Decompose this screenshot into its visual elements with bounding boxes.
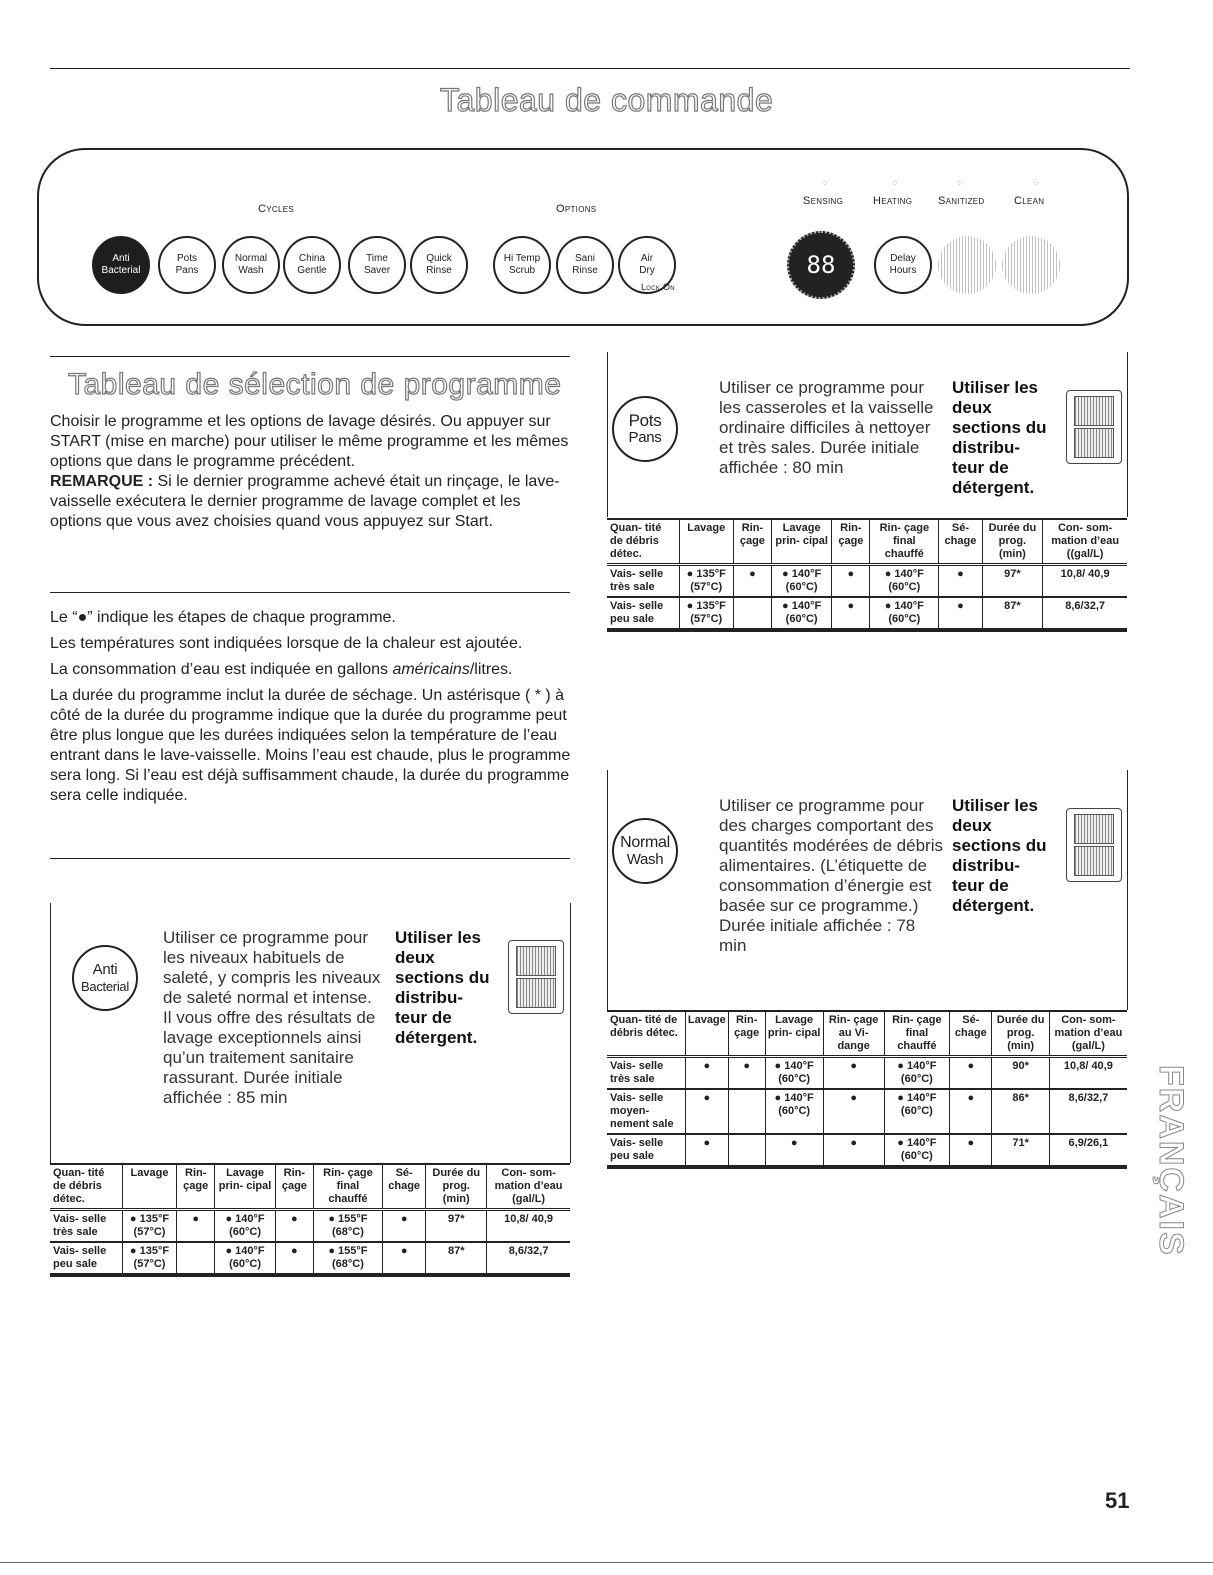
- panel-button-china[interactable]: [283, 236, 341, 294]
- table-cell: ●: [832, 565, 870, 598]
- delay-label-2: Hours: [889, 265, 917, 276]
- table-cell: ●: [939, 597, 982, 630]
- table-cell: ●: [950, 1089, 992, 1134]
- panel-button-label: Pots: [176, 253, 197, 264]
- normal-detergent-note: Utiliser les deux sections du distribu- teur de détergent.: [952, 796, 1047, 915]
- panel-button-label: Saver: [363, 265, 391, 276]
- table-row: [50, 1210, 570, 1243]
- panel-button-label: Gentle: [297, 265, 327, 276]
- table-cell: ●: [950, 1134, 992, 1167]
- table-header-cell: Con- som- mation d’eau (gal/L): [1049, 1011, 1127, 1057]
- table-cell: ● 135°F (57°C): [122, 1242, 177, 1275]
- table-cell: ● 140°F (60°C): [870, 597, 939, 630]
- normal-program-table: [607, 1010, 1127, 1169]
- table-cell: [177, 1242, 215, 1275]
- table-row: [607, 597, 1127, 630]
- options-label: Options: [556, 203, 597, 215]
- language-side-tab: FRANÇAIS: [1152, 1065, 1190, 1257]
- control-panel-title: Tableau de commande: [440, 82, 774, 118]
- table-header-cell: Durée du prog. (min): [982, 519, 1043, 565]
- pots-right-line: [1127, 352, 1128, 517]
- panel-button-label: Bacterial: [101, 265, 141, 276]
- panel-button-label: Quick: [426, 253, 452, 264]
- panel-button-label: Normal: [234, 253, 268, 264]
- panel-button-quick[interactable]: [410, 236, 468, 294]
- panel-button-label: Pans: [175, 265, 199, 276]
- panel-button-time[interactable]: [348, 236, 406, 294]
- table-header-cell: Quan- tité de débris détec.: [610, 1014, 678, 1039]
- table-header-cell: Con- som- mation d’eau (gal/L): [487, 1164, 570, 1210]
- normal-left-line: [607, 770, 608, 1010]
- table-header-cell: Quan- tité de débris détec.: [53, 1167, 105, 1205]
- table-cell: Vais- selle peu sale: [53, 1245, 107, 1270]
- intro-top-rule: [50, 356, 570, 357]
- table-cell: ●: [823, 1057, 884, 1090]
- table-cell: ●: [685, 1089, 728, 1134]
- panel-button-label: Time: [366, 253, 388, 264]
- table-header-cell: Lavage: [685, 1011, 728, 1057]
- table-cell: ●: [832, 597, 870, 630]
- digital-display: 88: [787, 231, 855, 299]
- table-cell: ●: [685, 1057, 728, 1090]
- table-row: [607, 1134, 1127, 1167]
- table-cell: ●: [383, 1210, 426, 1243]
- panel-button-anti[interactable]: [92, 236, 150, 294]
- table-cell: ● 135°F (57°C): [122, 1210, 177, 1243]
- cycles-label: Cycles: [258, 203, 294, 215]
- table-header-cell: Lavage prin- cipal: [215, 1164, 276, 1210]
- start-button-icon[interactable]: [938, 236, 996, 294]
- table-cell: Vais- selle peu sale: [610, 600, 664, 625]
- table-cell: 8,6/32,7: [487, 1242, 570, 1275]
- table-cell: ● 140°F (60°C): [870, 565, 939, 598]
- status-label: Sensing: [803, 195, 844, 207]
- pots-left-line: [607, 352, 608, 517]
- status-led-icon: ⁘: [956, 178, 963, 188]
- table-cell: ● 140°F (60°C): [215, 1242, 276, 1275]
- table-cell: 10,8/ 40,9: [1049, 1057, 1127, 1090]
- table-header-cell: Rin- çage au Vi- dange: [823, 1011, 884, 1057]
- table-cell: ● 135°F (57°C): [679, 597, 733, 630]
- table-header-cell: Con- som- mation d’eau ((gal/L): [1043, 519, 1127, 565]
- status-led-icon: ⁘: [821, 178, 828, 188]
- status-label: Clean: [1014, 195, 1045, 207]
- intro-paragraph: Choisir le programme et les options de lavage désirés. Ou appuyer sur START (mise en marche) pour utiliser le même programme et les mêmes options que dans le programme précédent. REMARQUE : Si le dernier programme achevé était un rinçage, le lave-vaisselle exécutera le dernier programme de lavage complet et les options que vous avez choisies quand vous appuyez sur Start.: [50, 413, 569, 530]
- table-header-cell: Rin- çage: [275, 1164, 313, 1210]
- table-cell: 87*: [426, 1242, 487, 1275]
- page-number: 51: [1105, 1488, 1130, 1513]
- table-cell: ●: [728, 1057, 765, 1090]
- table-cell: ● 140°F (60°C): [765, 1089, 823, 1134]
- pots-dispenser-icon: [1066, 390, 1122, 464]
- table-cell: ●: [685, 1134, 728, 1167]
- anti-bacterial-badge: Anti Bacterial: [72, 945, 138, 1011]
- lock-on-label: Lock On: [641, 282, 675, 292]
- table-cell: ● 140°F (60°C): [884, 1057, 950, 1090]
- table-cell: ● 140°F (60°C): [771, 565, 832, 598]
- status-label: Sanitized: [938, 195, 985, 207]
- table-header-cell: Rin- çage: [177, 1164, 215, 1210]
- pots-description: Utiliser ce programme pour les casseroles et la vaisselle ordinaire difficiles à nettoyer et très sales. Durée initiale affichée : 80 min: [719, 378, 934, 477]
- table-cell: 6,9/26,1: [1049, 1134, 1127, 1167]
- anti-left-line: [50, 903, 51, 1163]
- table-cell: [728, 1134, 765, 1167]
- table-cell: ● 140°F (60°C): [884, 1134, 950, 1167]
- table-header-cell: Lavage: [679, 519, 733, 565]
- panel-button-pots[interactable]: [158, 236, 216, 294]
- status-label: Heating: [873, 195, 913, 207]
- table-header-cell: Sé- chage: [383, 1164, 426, 1210]
- table-header-cell: Sé- chage: [950, 1011, 992, 1057]
- normal-right-line: [1127, 770, 1128, 1010]
- table-cell: [733, 597, 771, 630]
- table-cell: Vais- selle très sale: [53, 1213, 107, 1238]
- table-cell: 8,6/32,7: [1049, 1089, 1127, 1134]
- table-cell: [728, 1089, 765, 1134]
- table-cell: 10,8/ 40,9: [487, 1210, 570, 1243]
- delay-hours-button[interactable]: [874, 236, 932, 294]
- table-cell: ● 155°F (68°C): [313, 1242, 382, 1275]
- panel-button-label: Wash: [238, 265, 264, 276]
- table-header-cell: Sé- chage: [939, 519, 982, 565]
- table-row: [607, 1089, 1127, 1134]
- table-header-cell: Rin- çage: [733, 519, 771, 565]
- table-header-cell: Lavage prin- cipal: [765, 1011, 823, 1057]
- panel-button-label: Hi Temp: [503, 253, 541, 264]
- normal-dispenser-icon: [1066, 808, 1122, 882]
- anti-right-line: [570, 903, 571, 1163]
- normal-wash-badge: Normal Wash: [612, 818, 678, 884]
- table-cell: ●: [275, 1242, 313, 1275]
- table-cell: Vais- selle très sale: [610, 1060, 664, 1085]
- table-cell: ● 140°F (60°C): [771, 597, 832, 630]
- table-header-cell: Durée du prog. (min): [992, 1011, 1049, 1057]
- table-cell: ●: [383, 1242, 426, 1275]
- table-cell: ●: [950, 1057, 992, 1090]
- panel-button-label: China: [298, 253, 326, 264]
- table-cell: 87*: [982, 597, 1043, 630]
- table-cell: ● 140°F (60°C): [215, 1210, 276, 1243]
- table-cell: 97*: [426, 1210, 487, 1243]
- table-cell: 86*: [992, 1089, 1049, 1134]
- anti-description: Utiliser ce programme pour les niveaux habituels de saleté, y compris les niveaux de saleté normal et intense. Il vous offre des résultats de lavage exceptionnels ainsi qu’un traitement sanitaire rassurant. Durée initiale affichée : 85 min: [163, 928, 381, 1107]
- panel-button-label: Sani: [574, 253, 595, 264]
- panel-button-label: Air: [640, 253, 654, 264]
- table-cell: Vais- selle très sale: [610, 568, 664, 593]
- status-led-icon: ⁘: [1032, 178, 1039, 188]
- panel-button-hi-temp[interactable]: [493, 236, 551, 294]
- table-cell: Vais- selle peu sale: [610, 1137, 664, 1162]
- panel-button-label: Scrub: [508, 265, 536, 276]
- table-row: [50, 1242, 570, 1275]
- table-cell: ●: [939, 565, 982, 598]
- table-cell: ●: [823, 1134, 884, 1167]
- table-cell: ●: [733, 565, 771, 598]
- table-header-cell: Rin- çage final chauffé: [884, 1011, 950, 1057]
- table-header-cell: Rin- çage final chauffé: [313, 1164, 382, 1210]
- panel-button-label: Anti: [112, 253, 130, 264]
- table-cell: ●: [275, 1210, 313, 1243]
- table-cell: 71*: [992, 1134, 1049, 1167]
- table-cell: ●: [765, 1134, 823, 1167]
- legend-paragraph: Le “●” indique les étapes de chaque programme. Les températures sont indiquées lorsque de la chaleur est ajoutée. La consommation d’eau est indiquée en gallons américains/litres. La durée du programme inclut la durée de séchage. Un astérisque ( * ) à côté de la durée du programme indique que la durée du programme peut être plus longue que les durées indiquées selon la température de l’eau entrant dans le lave-vaisselle. Moins l’eau est chaude, plus le programme sera long. Si l’eau est déjà suffisamment chaude, la durée du programme sera celle indiquée.: [50, 609, 571, 804]
- table-cell: ●: [177, 1210, 215, 1243]
- anti-program-table: [50, 1163, 570, 1277]
- table-header-cell: Lavage prin- cipal: [771, 519, 832, 565]
- panel-button-label: Rinse: [572, 265, 598, 276]
- pots-program-table: [607, 518, 1127, 632]
- intro-bottom-rule: [50, 858, 570, 859]
- cancel-button-icon[interactable]: [1002, 236, 1060, 294]
- table-cell: 8,6/32,7: [1043, 597, 1127, 630]
- table-cell: ● 135°F (57°C): [679, 565, 733, 598]
- pots-detergent-note: Utiliser les deux sections du distribu- teur de détergent.: [952, 378, 1047, 497]
- table-header-cell: Durée du prog. (min): [426, 1164, 487, 1210]
- intro-mid-rule: [50, 592, 570, 593]
- top-rule: [50, 68, 1130, 69]
- table-header-cell: Lavage: [122, 1164, 177, 1210]
- table-header-cell: Rin- çage: [728, 1011, 765, 1057]
- table-header-cell: Rin- çage final chauffé: [870, 519, 939, 565]
- table-header-cell: Rin- çage: [832, 519, 870, 565]
- delay-label-1: Delay: [890, 253, 916, 264]
- table-cell: 97*: [982, 565, 1043, 598]
- table-cell: ● 140°F (60°C): [765, 1057, 823, 1090]
- status-led-icon: ⁘: [891, 178, 898, 188]
- pots-pans-badge: Pots Pans: [612, 396, 678, 462]
- remark-label: REMARQUE :: [50, 473, 154, 490]
- table-cell: ● 140°F (60°C): [884, 1089, 950, 1134]
- table-header-cell: Quan- tité de débris détec.: [610, 522, 662, 560]
- table-cell: ●: [823, 1089, 884, 1134]
- selection-title: Tableau de sélection de programme: [68, 368, 562, 401]
- table-cell: ● 155°F (68°C): [313, 1210, 382, 1243]
- table-row: [607, 565, 1127, 598]
- table-row: [607, 1057, 1127, 1090]
- table-cell: 90*: [992, 1057, 1049, 1090]
- panel-button-sani[interactable]: [556, 236, 614, 294]
- panel-button-label: Rinse: [426, 265, 452, 276]
- normal-description: Utiliser ce programme pour des charges comportant des quantités modérées de débris alimentaires. (L’étiquette de consommation d’énergie est basée sur ce programme.) Durée initiale affichée : 78 min: [719, 796, 943, 955]
- table-cell: Vais- selle moyen- nement sale: [610, 1092, 674, 1130]
- anti-detergent-note: Utiliser les deux sections du distribu- teur de détergent.: [395, 928, 490, 1047]
- anti-dispenser-icon: [508, 940, 564, 1014]
- bottom-rule: [0, 1562, 1213, 1563]
- panel-button-label: Dry: [639, 265, 655, 276]
- table-cell: 10,8/ 40,9: [1043, 565, 1127, 598]
- panel-button-normal[interactable]: [222, 236, 280, 294]
